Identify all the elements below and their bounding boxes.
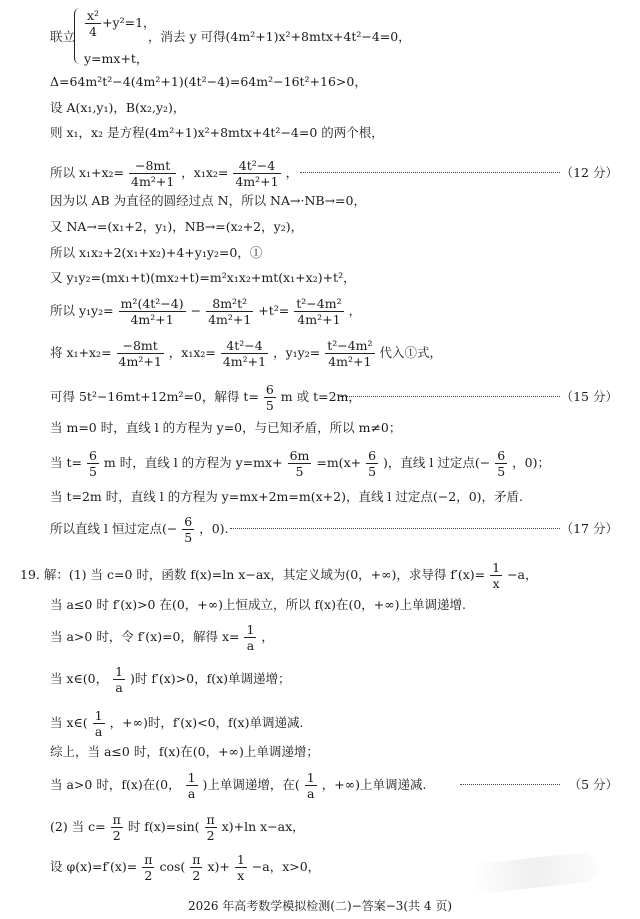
line-m-zero: 当 m=0 时，直线 l 的方程为 y=0，与已知矛盾，所以 m≠0； [50,420,402,435]
line-t-2m: 当 t=2m 时，直线 l 的方程为 y=mx+2m=m(x+2)，直线 l 过定点(−2，0)，矛盾. [50,489,523,504]
fraction: $\frac{\text{m²(4t²−4)}}{\text{4m²+1}}$ [120,296,184,327]
fraction: $\frac{1}{a}$ [246,622,255,653]
line-y1y2: 又 y₁y₂=(mx₁+t)(mx₂+t)=m²x₁x₂+mt(x₁+x₂)+t²， [50,270,356,285]
page-footer: 2026 年高考数学模拟检测(二)−答案−3(共 4 页) [187,899,453,913]
line-a-gt-0: 当 a>0 时，令 f′(x)=0，解得 x= $\frac{1}{a}$ ， [50,622,274,653]
fraction: $\frac{-8mt}{\text{4m²+1}}$ [118,338,162,369]
fraction: $\frac{1}{x}$ [236,852,245,883]
fraction: $\frac{\text{8m²t²}}{\text{4m²+1}}$ [208,296,252,327]
line-decreasing-interval: 当 x∈( $\frac{1}{a}$ ，+∞)时，f′(x)<0，f(x)单调递减. [50,708,304,739]
line-y1y2-result: 所以 y₁y₂= $\frac{\text{m²(4t²−4)}}{\text{4m²+1}}$ − $\frac{\text{8m²t²}}{\text{4m²+1}}$ +t²= $\frac{\text{t²−4m²}}{\text{4m²+1}}$ ， [50,296,362,327]
fraction: $\frac{1}{a}$ [115,664,124,695]
line-roots: 则 x₁，x₂ 是方程(4m²+1)x²+8mtx+4t²−4=0 的两个根， [50,125,384,140]
fraction: $\frac{\text{x²}}{4}$ [87,8,100,39]
line-eliminate: ，消去 y 可得(4m²+1)x²+8mtx+4t²−4=0， [148,29,411,44]
line-vieta: 所以 x₁+x₂= $\frac{-8mt}{\text{4m²+1}}$ ，x₁x₂= $\frac{\text{4t²−4}}{\text{4m²+1}}$ ， （12 分） [50,158,618,189]
score-17: （17 分） [560,521,618,536]
line-vectors: 又 NA→=(x₁+2，y₁)，NB→=(x₂+2，y₂)， [50,219,304,234]
fraction: $\frac{6m}{5}$ [289,448,310,479]
fraction: $\frac{1}{a}$ [94,708,103,739]
line-q19-derivative: 19. 解：(1) 当 c=0 时，函数 f(x)=ln x−ax，其定义域为(0，+∞)，求导得 f′(x)= $\frac{1}{x}$ −a， [20,560,538,591]
system-brace [74,8,83,64]
fraction: $\frac{\text{t²−4m²}}{\text{4m²+1}}$ [327,338,373,369]
line-solve-t: 可得 5t²−16mt+12m²=0，解得 t= $\frac{6}{5}$ m 或 t=2m， （15 分） [50,382,618,413]
system-eq2: y=mx+t， [84,51,149,66]
fraction: $\frac{\pi}{2}$ [192,852,201,883]
system-eq1: $\frac{\text{x²}}{4}$ +y²=1， [87,8,156,39]
line-summary: 综上，当 a≤0 时，f(x)在(0，+∞)上单调递增； [50,744,319,759]
dotted-leader [230,528,560,529]
fraction: $\frac{1}{a}$ [306,770,315,801]
line-increasing-interval: 当 x∈(0， $\frac{1}{a}$ )时 f′(x)>0，f(x)单调递增； [50,664,291,695]
fraction: $\frac{6}{5}$ [497,448,506,479]
dotted-leader [340,396,560,397]
line-phi: 设 φ(x)=f′(x)= $\frac{\pi}{2}$ cos( $\frac{\pi}{2}$ x)+ $\frac{1}{x}$ −a，x>0， [50,852,321,883]
line-circle: 因为以 AB 为直径的圆经过点 N，所以 NA→·NB→=0， [50,193,366,208]
fraction: $\frac{\pi}{2}$ [112,812,121,843]
line-fixed-point: 所以直线 l 恒过定点(− $\frac{6}{5}$ ，0). （17 分） [50,514,618,545]
score-12: （12 分） [560,165,618,180]
fraction: $\frac{6}{5}$ [368,448,377,479]
dotted-leader [300,172,560,173]
fraction: $\frac{1}{x}$ [492,560,501,591]
line-a-le-0: 当 a≤0 时 f′(x)>0 在(0，+∞)上恒成立，所以 f(x)在(0，+∞)上单调递增. [50,597,467,612]
fraction: $\frac{\pi}{2}$ [206,812,215,843]
fraction: $\frac{1}{a}$ [187,770,196,801]
line-eq1: 所以 x₁x₂+2(x₁+x₂)+4+y₁y₂=0，① [50,245,263,260]
fraction: $\frac{\text{t²−4m²}}{\text{4m²+1}}$ [296,296,342,327]
fraction: $\frac{6}{5}$ [265,382,274,413]
score-5: （5 分） [568,777,618,792]
line-summary-a-gt-0: 当 a>0 时，f(x)在(0， $\frac{1}{a}$ )上单调递增，在( $\frac{1}{a}$ ，+∞)上单调递减. （5 分） [50,770,618,801]
line-substitute: 将 x₁+x₂= $\frac{-8mt}{\text{4m²+1}}$ ，x₁x₂= $\frac{\text{4t²−4}}{\text{4m²+1}}$ ，y₁y₂= $\frac{\text{t²−4m²}}{\text{4m²+1}}$ 代入①式， [50,338,443,369]
line-set-points: 设 A(x₁,y₁)，B(x₂,y₂)， [50,100,186,115]
fraction: $\frac{\pi}{2}$ [144,852,153,883]
score-15: （15 分） [560,389,618,404]
fraction: $\frac{\text{4t²−4}}{\text{4m²+1}}$ [222,338,267,369]
line-discriminant: Δ=64m²t²−4(4m²+1)(4t²−4)=64m²−16t²+16>0， [50,74,367,89]
line-t-6m5: 当 t= $\frac{6}{5}$ m 时，直线 l 的方程为 y=mx+ $\frac{6m}{5}$ =m(x+ $\frac{6}{5}$ )，直线 l 过定点(− $\frac{6}{5}$ ，0)； [50,448,550,479]
text-combine-label: 联立 [50,29,76,44]
dotted-leader [460,784,560,785]
fraction: $\frac{6}{5}$ [88,448,97,479]
fraction: $\frac{6}{5}$ [184,514,193,545]
fraction: $\frac{\text{4t²−4}}{\text{4m²+1}}$ [235,158,279,189]
fraction: $\frac{-8mt}{\text{4m²+1}}$ [131,158,175,189]
line-part2: (2) 当 c= $\frac{\pi}{2}$ 时 f(x)=sin( $\frac{\pi}{2}$ x)+ln x−ax， [50,812,305,843]
